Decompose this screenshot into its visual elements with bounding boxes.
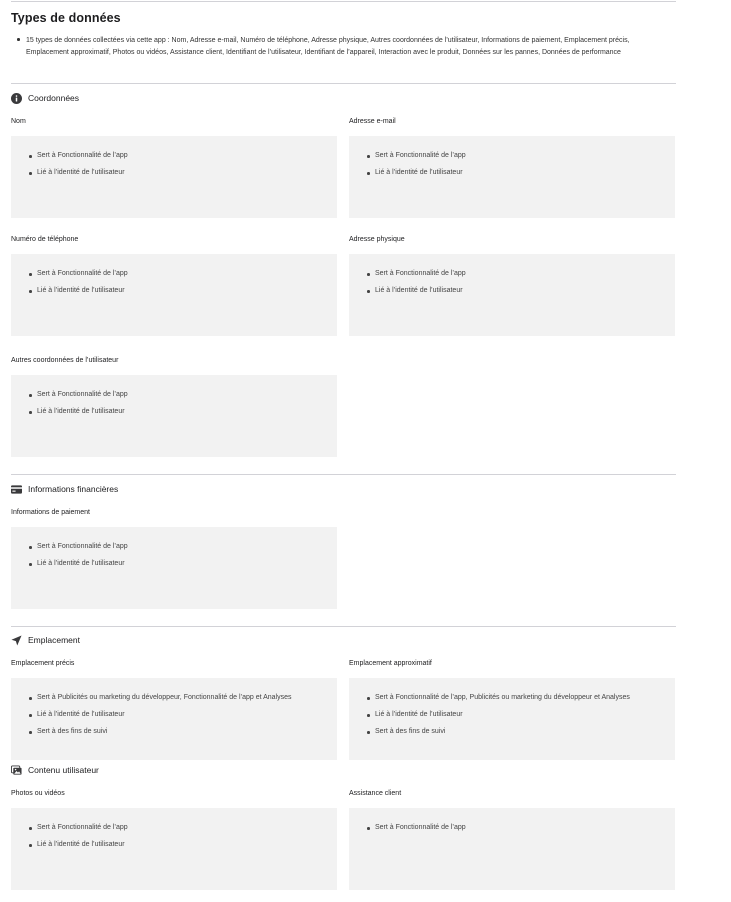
detail-purpose: Sert à Fonctionnalité de l’app (37, 822, 337, 834)
detail-purpose: Sert à Fonctionnalité de l’app (37, 541, 337, 553)
item-box-telephone (11, 254, 337, 336)
item-title-emplacement-precis: Emplacement précis (11, 660, 75, 667)
item-details (349, 136, 675, 179)
detail-linked: Lié à l’identité de l’utilisateur (37, 167, 337, 179)
item-details (11, 136, 337, 179)
detail-linked: Lié à l’identité de l’utilisateur (37, 709, 337, 721)
item-details (349, 808, 675, 834)
item-box-photos-videos (11, 808, 337, 890)
detail-tracking: Sert à des fins de suivi (375, 726, 675, 738)
detail-tracking: Sert à des fins de suivi (37, 726, 337, 738)
section-divider (11, 83, 676, 84)
item-title-autres-coordonnees: Autres coordonnées de l’utilisateur (11, 357, 119, 364)
item-title-adresse-physique: Adresse physique (349, 236, 405, 243)
item-details (11, 678, 337, 738)
item-title-assistance-client: Assistance client (349, 790, 402, 797)
item-title-adresse-email: Adresse e-mail (349, 118, 396, 125)
detail-linked: Lié à l’identité de l’utilisateur (375, 709, 675, 721)
page-title: Types de données (11, 11, 121, 25)
item-title-photos-videos: Photos ou vidéos (11, 790, 65, 797)
item-box-adresse-physique (349, 254, 675, 336)
item-box-assistance-client (349, 808, 675, 890)
section-divider (11, 474, 676, 475)
detail-purpose: Sert à Fonctionnalité de l’app (37, 150, 337, 162)
detail-purpose: Sert à Fonctionnalité de l’app (375, 268, 675, 280)
detail-purpose: Sert à Publicités ou marketing du développeur, Fonctionnalité de l’app et Analyses (37, 692, 337, 704)
location-arrow-icon (11, 635, 22, 646)
detail-linked: Lié à l’identité de l’utilisateur (37, 839, 337, 851)
item-title-paiement: Informations de paiement (11, 509, 90, 516)
item-box-nom (11, 136, 337, 218)
photos-icon (11, 765, 22, 776)
data-types-summary: 15 types de données collectées via cette app : Nom, Adresse e-mail, Numéro de téléphone, Adresse physique, Autres coordonnées de l’utilisateur, Informations de paiement, Emplacement précis, Emplacement approximatif, Photos ou vidéos, Assistance client, Identifiant de l’utilisateur, Identifiant de l’appareil, Interaction avec le produit, Données sur les pannes, Données de performance (26, 37, 630, 56)
item-title-emplacement-approximatif: Emplacement approximatif (349, 660, 432, 667)
detail-linked: Lié à l’identité de l’utilisateur (375, 167, 675, 179)
info-icon (11, 93, 22, 104)
item-box-emplacement-precis (11, 678, 337, 760)
category-title-coordonnees: Coordonnées (28, 93, 80, 103)
item-details (11, 254, 337, 297)
item-details (349, 254, 675, 297)
summary-bullet (17, 38, 20, 41)
item-box-emplacement-approximatif (349, 678, 675, 760)
detail-linked: Lié à l’identité de l’utilisateur (37, 558, 337, 570)
item-box-adresse-email (349, 136, 675, 218)
detail-purpose: Sert à Fonctionnalité de l’app (37, 389, 337, 401)
item-title-telephone: Numéro de téléphone (11, 236, 79, 243)
item-details (11, 808, 337, 851)
item-details (11, 527, 337, 570)
credit-card-icon (11, 484, 22, 495)
detail-purpose: Sert à Fonctionnalité de l’app (375, 150, 675, 162)
detail-linked: Lié à l’identité de l’utilisateur (37, 406, 337, 418)
top-divider (11, 1, 676, 2)
category-title-contenu: Contenu utilisateur (28, 765, 99, 775)
section-divider (11, 626, 676, 627)
item-details (11, 375, 337, 418)
detail-linked: Lié à l’identité de l’utilisateur (37, 285, 337, 297)
category-title-emplacement: Emplacement (28, 635, 80, 645)
item-box-autres-coordonnees (11, 375, 337, 457)
item-details (349, 678, 675, 738)
category-title-financieres: Informations financières (28, 484, 119, 494)
item-box-paiement (11, 527, 337, 609)
detail-linked: Lié à l’identité de l’utilisateur (375, 285, 675, 297)
detail-purpose: Sert à Fonctionnalité de l’app, Publicités ou marketing du développeur et Analyses (375, 692, 675, 704)
detail-purpose: Sert à Fonctionnalité de l’app (375, 822, 675, 834)
detail-purpose: Sert à Fonctionnalité de l’app (37, 268, 337, 280)
item-title-nom: Nom (11, 118, 26, 125)
